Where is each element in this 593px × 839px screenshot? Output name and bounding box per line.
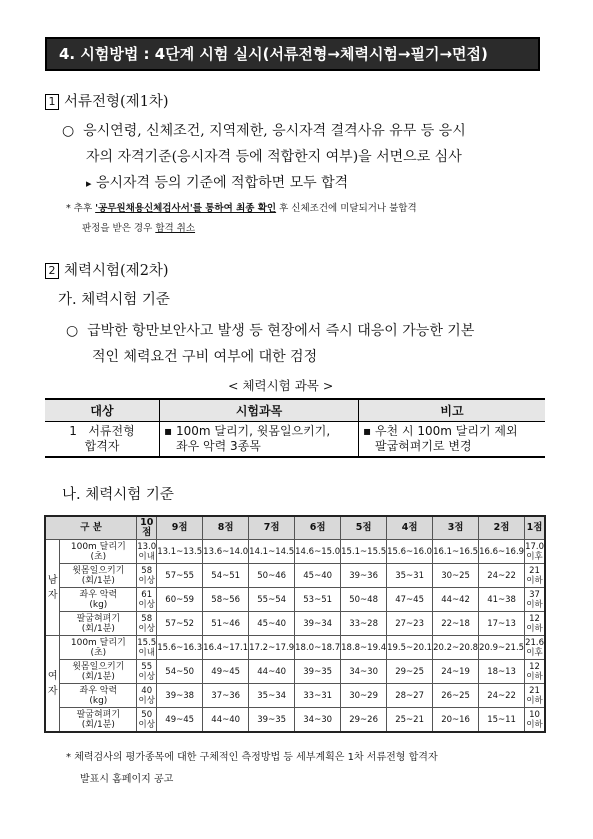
note-text-a: 추후 [73,203,96,214]
score-cell: 18.8~19.4 [341,636,387,660]
score-cell: 39~36 [341,564,387,588]
section1-title: 서류전형(제1차) [64,94,169,110]
score-cell: 22~18 [433,612,479,636]
score-cell: 13.0 이내 [137,541,157,562]
cell-remarks [359,422,546,458]
remarks-line1: ▪ 우천 시 100m 달리기 제외 [363,424,518,438]
table-row [45,540,545,564]
score-cell: 39~38 [157,684,203,708]
header-category: 구 분 [45,516,137,540]
s2-line2: 적인 체력요건 구비 여부에 대한 검정 [92,349,318,365]
item-label: 윗몸일으키기 [72,661,125,672]
score-cell: 61 이상 [138,589,155,610]
score-cell: 33~28 [341,612,387,636]
score-cell: 39~35 [295,660,341,684]
score-cell: 17.0 이후 [525,541,544,562]
score-cell: 51~46 [203,612,249,636]
score-cell: 30~25 [433,564,479,588]
s1-note-line1 [66,200,417,214]
score-cell: 54~51 [203,564,249,588]
table-row [45,660,545,684]
score-cell: 15~11 [479,708,525,733]
item-label: (초) [90,647,107,658]
score-cell: 21 이하 [525,684,545,708]
table-row [45,588,545,612]
header-score: 8점 [203,516,249,540]
item-cell [60,564,137,588]
item-label: (초) [90,551,107,562]
item-cell [60,588,137,612]
section1-number-box: 1 [45,94,59,110]
table-row [45,684,545,708]
item-label: 100m 달리기 [70,637,126,648]
score-cell: 16.6~16.9 [479,540,525,564]
header-score: 2점 [479,516,525,540]
score-cell: 15.5 이내 [137,637,157,658]
score-cell: 21.6 이후 [525,637,544,658]
score-cell: 34~30 [295,708,341,733]
score-cell: 14.6~15.0 [295,540,341,564]
score-cell: 41~38 [479,588,525,612]
score-cell: 55 이상 [138,661,155,682]
subjects-line2: 좌우 악력 3종목 [176,439,261,453]
score-cell: 14.1~14.5 [249,540,295,564]
header-score: 3점 [433,516,479,540]
score-cell: 15.6~16.3 [157,636,203,660]
score-cell: 57~52 [157,612,203,636]
score-cell: 35~34 [249,684,295,708]
s2-subheading-ga: 가. 체력시험 기준 [58,292,170,308]
header-score: 10점 [137,516,157,540]
header-subjects: 시험과목 [160,399,359,422]
header-score: 6점 [295,516,341,540]
score-cell: 13.6~14.0 [203,540,249,564]
header-score: 4점 [387,516,433,540]
score-cell: 54~50 [157,660,203,684]
s2-subheading-na: 나. 체력시험 기준 [62,487,174,503]
bullet-circle-icon: ○ [66,323,79,339]
note-text-d: 판정을 받은 경우 [82,223,156,234]
subjects-table [45,398,545,458]
arrow-bullet-icon: ▸ [86,177,92,190]
score-cell: 15.6~16.0 [387,540,433,564]
score-cell: 58~56 [203,588,249,612]
score-cell: 20~16 [433,708,479,733]
table-row [45,422,545,458]
s1-subpoint-text: 응시자격 등의 기준에 적합하면 모두 합격 [95,175,349,191]
section2-title: 체력시험(제2차) [64,263,169,279]
score-cell: 39~35 [249,708,295,733]
table-row [45,708,545,733]
item-label: 좌우 악력 [79,589,118,600]
item-label: (회/1분) [81,575,115,586]
item-cell [60,684,137,708]
target-line2: 합격자 [84,439,120,453]
item-label: (kg) [89,599,108,610]
note-text-cancel: 합격 취소 [155,223,196,234]
score-cell: 27~23 [387,612,433,636]
score-cell: 50~48 [341,588,387,612]
section1-heading [45,90,169,111]
score-cell: 45~40 [249,612,295,636]
section-banner: 4. 시험방법 : 4단계 시험 실시(서류전형→체력시험→필기→면접) [45,37,540,71]
section2-number-box: 2 [45,263,59,279]
cell-target [45,422,160,458]
table-caption: < 체력시험 과목 > [228,378,334,393]
table-row [45,612,545,636]
footer-line1 [66,748,438,763]
score-cell: 35~31 [387,564,433,588]
group-label: 남 자 [45,540,60,636]
header-target: 대상 [45,399,160,422]
score-cell: 60~59 [157,588,203,612]
score-cell: 26~25 [433,684,479,708]
item-label: (회/1분) [81,719,115,730]
table-row [45,564,545,588]
score-cell: 24~22 [479,564,525,588]
score-cell: 57~55 [157,564,203,588]
item-label: 좌우 악력 [79,685,118,696]
score-cell: 33~31 [295,684,341,708]
header-score: 7점 [249,516,295,540]
bullet-circle-icon: ○ [62,123,75,139]
score-cell: 50 이상 [137,708,157,733]
score-cell: 17~13 [479,612,525,636]
item-label: (회/1분) [81,623,115,634]
score-cell: 49~45 [157,708,203,733]
score-cell: 20.2~20.8 [433,636,479,660]
score-cell: 24~19 [433,660,479,684]
footer-asterisk: * [66,752,71,763]
item-label: 윗몸일으키기 [72,565,125,576]
header-score: 9점 [157,516,203,540]
cell-subjects [160,422,359,458]
score-cell: 55~54 [249,588,295,612]
item-cell [60,612,137,636]
score-cell: 44~42 [433,588,479,612]
item-label: 100m 달리기 [70,541,126,552]
header-remarks: 비고 [359,399,546,422]
score-cell: 45~40 [295,564,341,588]
footer-line1-text: 체력검사의 평가종목에 대한 구체적인 측정방법 등 세부계획은 1차 서류전형 합격자 [74,752,438,763]
score-cell: 53~51 [295,588,341,612]
score-cell: 10 이하 [525,708,545,733]
header-score: 1점 [525,516,545,540]
s1-line1-text: 응시연령, 신체조건, 지역제한, 응시자격 결격사유 유무 등 응시 [83,123,466,139]
item-cell [60,636,137,660]
score-cell: 28~27 [387,684,433,708]
score-table [44,515,546,733]
s2-line1-text: 급박한 항만보안사고 발생 등 현장에서 즉시 대응이 가능한 기본 [87,323,475,339]
score-cell: 13.1~13.5 [157,540,203,564]
score-cell: 17.2~17.9 [249,636,295,660]
score-cell: 21 이하 [525,564,545,588]
s1-line2: 자의 자격기준(응시자격 등에 적합한지 여부)을 서면으로 심사 [86,149,462,165]
score-cell: 34~30 [341,660,387,684]
item-cell [60,708,137,733]
score-cell: 16.1~16.5 [433,540,479,564]
score-cell: 40 이상 [138,685,155,706]
score-cell: 12 이하 [525,660,545,684]
note-text-c: 후 신체조건에 미달되거나 불합격 [276,203,417,214]
score-cell: 25~21 [387,708,433,733]
header-score: 5점 [341,516,387,540]
subjects-line1: ▪ 100m 달리기, 윗몸일으키기, [164,424,331,438]
score-cell: 18.0~18.7 [295,636,341,660]
item-label: (kg) [89,695,108,706]
item-label: 팔굽혀펴기 [76,709,121,720]
score-cell: 29~26 [341,708,387,733]
item-label: 팔굽혀펴기 [76,613,121,624]
score-cell: 37 이하 [525,588,545,612]
score-table-header [45,516,545,540]
score-cell: 47~45 [387,588,433,612]
score-cell: 12 이하 [525,612,545,636]
score-cell: 44~40 [249,660,295,684]
footer-line2: 발표시 홈페이지 공고 [80,774,174,785]
s2-line1 [66,320,474,340]
item-cell [60,660,137,684]
score-cell: 44~40 [203,708,249,733]
score-cell: 39~34 [295,612,341,636]
score-cell: 16.4~17.1 [203,636,249,660]
score-cell: 15.1~15.5 [341,540,387,564]
score-cell: 29~25 [387,660,433,684]
s1-line1 [62,120,466,140]
note-text-emphasis: '공무원채용신체검사서'를 통하여 최종 확인 [95,203,277,214]
s1-note-line2 [82,220,195,234]
score-cell: 30~29 [341,684,387,708]
section2-heading [45,259,169,280]
score-cell: 49~45 [203,660,249,684]
score-cell: 19.5~20.1 [387,636,433,660]
score-cell: 58 이상 [138,565,155,586]
score-cell: 37~36 [203,684,249,708]
score-cell: 58 이상 [138,613,155,634]
score-cell: 24~22 [479,684,525,708]
table-row [45,636,545,660]
score-cell: 18~13 [479,660,525,684]
target-line1: 1 서류전형 [69,424,135,438]
group-label: 여 자 [45,636,60,733]
item-cell [60,540,137,564]
score-cell: 20.9~21.5 [479,636,525,660]
subjects-table-header [45,399,545,422]
s1-subpoint [86,172,348,192]
remarks-line2: 팔굽혀펴기로 변경 [375,439,472,453]
score-cell: 50~46 [249,564,295,588]
item-label: (회/1분) [81,671,115,682]
note-asterisk: * [66,203,71,214]
